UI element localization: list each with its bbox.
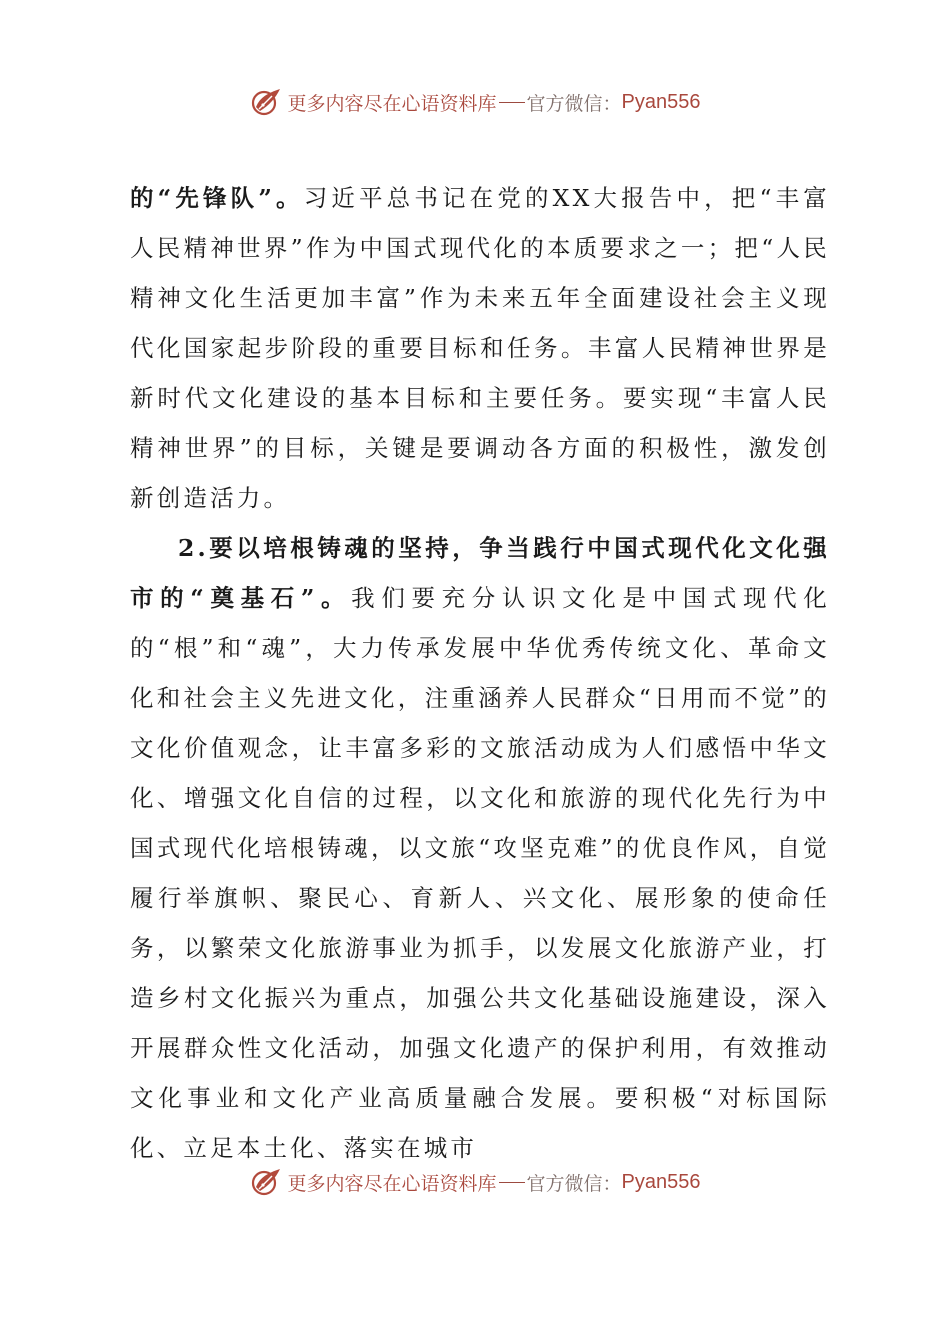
- footer-watermark: [0, 1160, 950, 1204]
- watermark-divider: [499, 1182, 525, 1183]
- paragraph-2: [130, 523, 830, 1173]
- paragraph-1-text: 习近平总书记在党的XX大报告中，把“丰富人民精神世界”作为中国式现代化的本质要求之一；把“人民精神文化生活更加丰富”作为未来五年全面建设社会主义现代化国家起步阶段的重要目标和任务。丰富人民精神世界是新时代文化建设的基本目标和主要任务。要实现“丰富人民精神世界”的目标，关键是要调动各方面的积极性，激发创新创造活力。: [130, 184, 830, 512]
- watermark-wechat-label: 官方微信：: [526, 1172, 622, 1195]
- paragraph-2-heading: 2.要以培根铸魂的坚持，争当践行中国式现代化文化强市的“奠基石”。: [130, 534, 830, 612]
- pen-nib-logo-icon: [250, 1165, 284, 1199]
- paragraph-1-heading: 的“先锋队”。: [130, 184, 304, 212]
- watermark-wechat-id: Pyan556: [621, 90, 701, 113]
- watermark-wechat-label: 官方微信：: [526, 92, 622, 115]
- watermark-divider: [499, 102, 525, 103]
- paragraph-1: [130, 173, 830, 523]
- pen-nib-logo-icon: [250, 85, 284, 119]
- document-body: [130, 173, 830, 1173]
- watermark-brand-text: 更多内容尽在心语资料库: [287, 1172, 497, 1195]
- watermark-brand-text: 更多内容尽在心语资料库: [287, 92, 497, 115]
- paragraph-2-text: 我们要充分认识文化是中国式现代化的“根”和“魂”，大力传承发展中华优秀传统文化、革命文化和社会主义先进文化，注重涵养人民群众“日用而不觉”的文化价值观念，让丰富多彩的文旅活动成为人们感悟中华文化、增强文化自信的过程，以文化和旅游的现代化先行为中国式现代化培根铸魂，以文旅“攻坚克难”的优良作风，自觉履行举旗帜、聚民心、育新人、兴文化、展形象的使命任务，以繁荣文化旅游事业为抓手，以发展文化旅游产业，打造乡村文化振兴为重点，加强公共文化基础设施建设，深入开展群众性文化活动，加强文化遗产的保护利用，有效推动文化事业和文化产业高质量融合发展。要积极“对标国际化、立足本土化、落实在城市: [130, 584, 830, 1162]
- watermark-wechat-id: Pyan556: [621, 1170, 701, 1193]
- header-watermark: [0, 80, 950, 124]
